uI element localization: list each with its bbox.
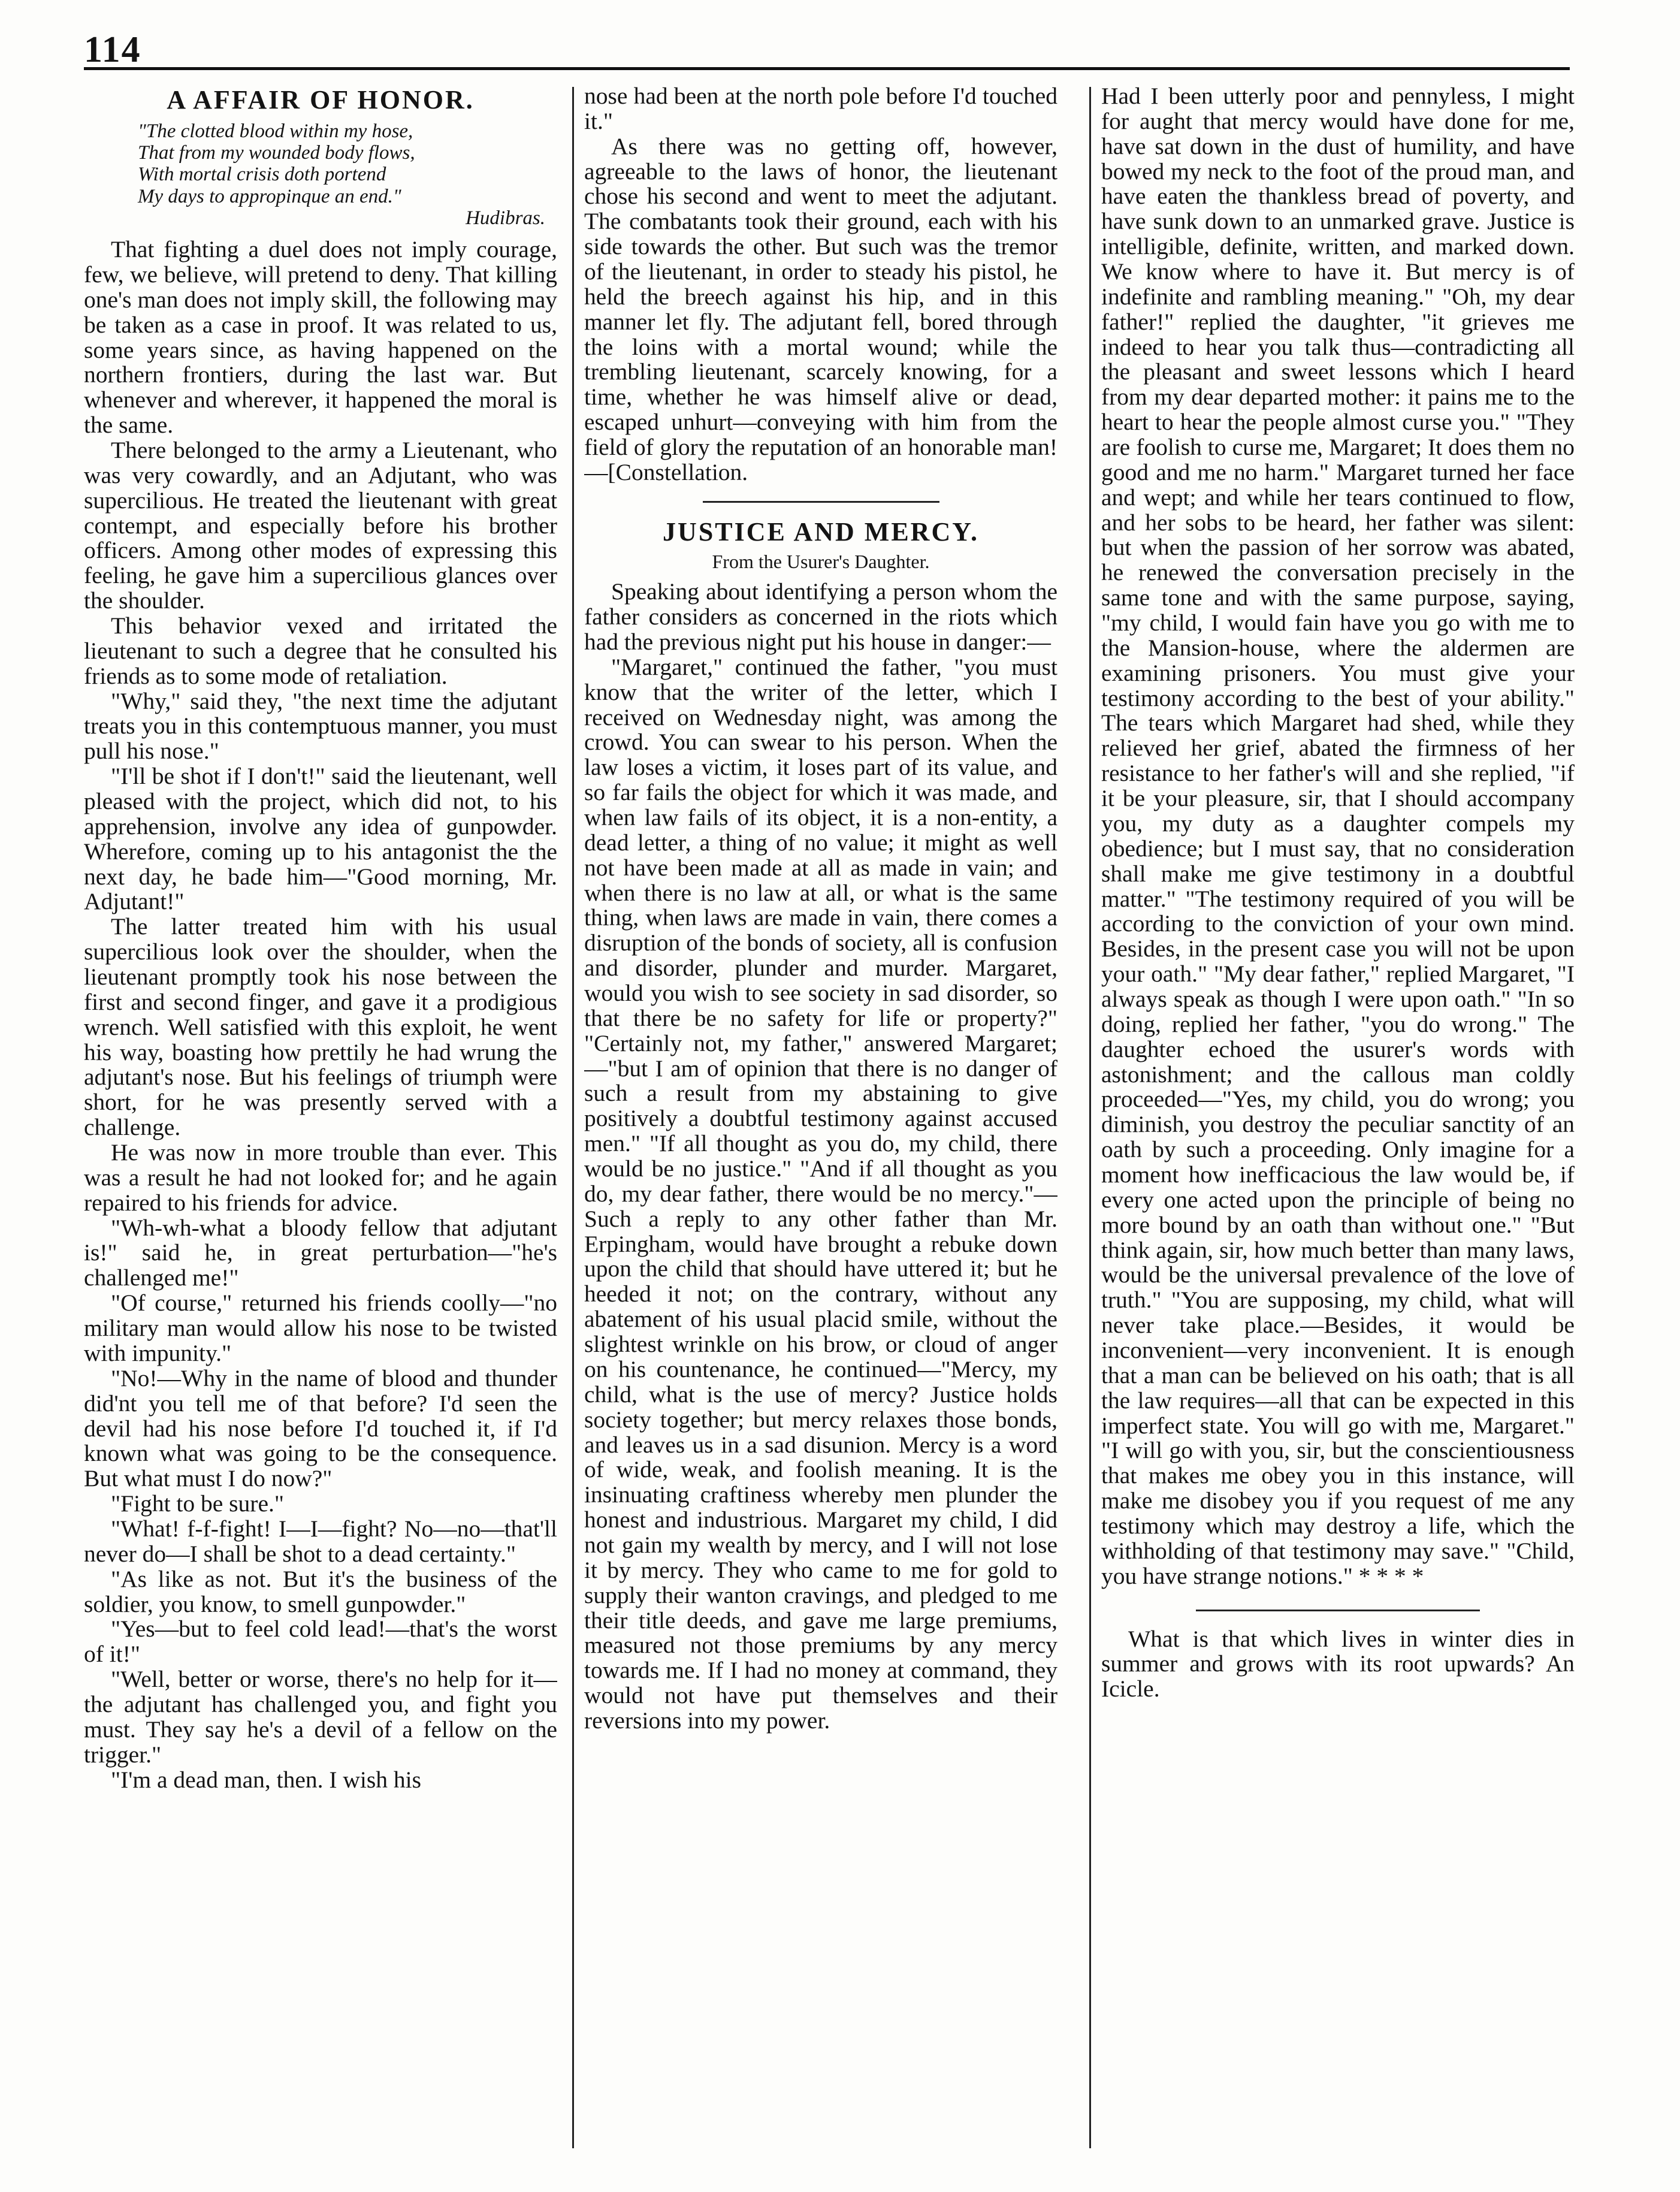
paragraph: As there was no getting off, however, agreeable to the laws of honor, the lieutenant chose his second and went to meet the adjutant. The combatants took their ground, each with his side towards the other. But such was the tremor of the lieutenant, in order to steady his pistol, he held the breech against his hip, and in this manner let fly. The adjutant fell, bored through the loins with a mortal wound; while the trembling lieutenant, scarcely knowing, for a time, whether he was himself alive or dead, escaped unhurt—conveying with him from the field of glory the reputation of an honorable man!—[Constellation.	[584, 132, 1057, 485]
section-divider	[1196, 1610, 1480, 1611]
page-number: 114	[84, 29, 141, 70]
paragraph: "Fight to be sure."	[111, 1490, 284, 1517]
paragraph: "I'm a dead man, then. I wish his	[111, 1766, 421, 1793]
article-headline-justice-and-mercy: JUSTICE AND MERCY.	[663, 517, 979, 547]
paragraph: Had I been utterly poor and pennyless, I might for aught that mercy would have done for me, have sat down in the dust of humility, and have bowed my neck to the foot of the proud man, and have eaten the thankless bread of poverty, and have sunk down to an unmarked grave. Justice is intelligible, definite, written, and marked down. We know where to have it. But mercy is of indefinite and rambling meaning." "Oh, my dear father!" replied the daughter, "it grieves me indeed to hear you talk thus—contradicting all the pleasant and sweet lessons which I heard from my dear departed mother: it pains me to the heart to hear the people almost curse you." "They are foolish to curse me, Margaret; It does them no good and me no harm." Margaret turned her face and wept; and while her tears continued to flow, and her sobs to be heard, her father was silent: but when the passion of her sorrow was abated, he renewed the conversation precisely in the same tone and with the same purpose, saying, "my child, I would fain have you go with me to the Mansion-house, where the aldermen are examining prisoners. You must give your testimony according to the best of your ability." The tears which Margaret had shed, while they relieved her grief, abated the firmness of her resistance to her father's will and she replied, "if it be your pleasure, sir, that I should accompany you, my duty as a daughter compels my obedience; but I must say, that no consideration shall make me give testimony in a doubtful matter." "The testimony required of you will be according to the conviction of your own mind. Besides, in the present case you will not be upon your oath." "My dear father," replied Margaret, "I always speak as though I were upon oath." "In so doing, replied her father, "you do wrong." The daughter echoed the usurer's words with astonishment; and the callous man coldly proceeded—"Yes, my child, you do wrong; you diminish, you destroy the peculiar sanctity of an oath by such a proceeding. Only imagine for a moment how inefficacious the law would be, if every one acted upon the principle of being no more bound by an oath than without one." "But think again, sir, how much better than many laws, would be the universal prevalence of the love of truth." "You are supposing, my child, what will never take place.—Besides, it would be inconvenient—very inconvenient. It is enough that a man can be believed on his oath; that is all the law requires—all that can be expected in this imperfect state. You will go with me, Margaret." "I will go with you, sir, but the conscientiousness that makes me obey you in this instance, will make me disobey you if you request of me any testimony which may destroy a life, which the withholding of that testimony may save." "Child, you have strange notions." * * * *	[1101, 84, 1575, 1589]
paragraph: "Margaret," continued the father, "you must know that the writer of the letter, which I received on Wednesday night, was among the crowd. You can swear to his person. When the law loses a victim, it loses part of its value, and so far fails the object for which it was made, and when law fails of its object, it is a non-entity, a dead letter, a thing of no value; it might as well not have been made at all as made in vain; and when there is no law at all, or what is the same thing, when laws are made in vain, there comes a disruption of the bonds of society, all is confusion and disorder, plunder and murder. Margaret, would you wish to see society in sad disorder, so that there be no safety for life or property?" "Certainly not, my father," answered Margaret;—"but I am of opinion that there is no danger of such a result from my abstaining to give positively a doubtful testimony against accused men." "If all thought as you do, my child, there would be no justice." "And if all thought as you do, my dear father, there would be no mercy."—Such a reply to any other father than Mr. Erpingham, would have brought a rebuke down upon the child that should have uttered it; but he heeded it not; on the contrary, without any abatement of his usual placid smile, without the slightest wrinkle on his brow, or cloud of anger on his countenance, he continued—"Mercy, my child, what is the use of mercy? Justice holds society together; but mercy relaxes those bonds, and leaves us in a sad disunion. Mercy is a word of wide, weak, and foolish meaning. It is the insinuating craftiness whereby men plunder the honest and industrious. Margaret my child, I did not gain my wealth by mercy, and I will not lose it by mercy. They who came to me for gold to supply their wanton cravings, and pledged to me their title deeds, and gave me large premiums, measured not those premiums by any mercy towards me. If I had no money at command, they would not have put themselves and their reversions into my power.	[584, 653, 1057, 1734]
epigraph-attribution: Hudibras.	[466, 207, 545, 229]
paragraph: "I'll be shot if I don't!" said the lieutenant, well pleased with the project, which did not, to his apprehension, involve any idea of gunpowder. Wherefore, coming up to his antagonist the the next day, he bade him—"Good morning, Mr. Adjutant!"	[84, 763, 557, 915]
paragraph: Speaking about identifying a person whom the father considers as concerned in the riots which had the previous night put his house in danger:—	[584, 578, 1057, 655]
paragraph: He was now in more trouble than ever. This was a result he had not looked for; and he again repaired to his friends for advice.	[84, 1139, 557, 1216]
paragraph: The latter treated him with his usual supercilious look over the shoulder, when the lieutenant promptly took his nose between the first and second finger, and gave it a prodigious wrench. Well satisfied with this exploit, he went his way, boasting how prettily he had wrung the adjutant's nose. But his feelings of triumph were short, for he was presently served with a challenge.	[84, 913, 557, 1141]
paragraph: "Well, better or worse, there's no help for it—the adjutant has challenged you, and fight you must. They say he's a devil of a fellow on the trigger."	[84, 1666, 557, 1768]
paragraph: "Wh-wh-what a bloody fellow that adjutant is!" said he, in great perturbation—"he's challenged me!"	[84, 1214, 557, 1291]
section-divider	[703, 501, 939, 503]
epigraph	[138, 120, 557, 229]
paragraph: This behavior vexed and irritated the lieutenant to such a degree that he consulted his friends as to some mode of retaliation.	[84, 612, 557, 689]
column-3	[1101, 84, 1575, 2163]
column-divider-1	[572, 87, 574, 2148]
column-2	[584, 84, 1057, 2163]
paragraph: "Of course," returned his friends coolly—"no military man would allow his nose to be twisted with impunity."	[84, 1290, 557, 1366]
paragraph: That fighting a duel does not imply courage, few, we believe, will pretend to deny. That killing one's man does not imply skill, the following may be taken as a case in proof. It was related to us, some years since, as having happened on the northern frontiers, during the last war. But whenever and wherever, it happened the moral is the same.	[84, 236, 557, 439]
paragraph: There belonged to the army a Lieutenant, who was very cowardly, and an Adjutant, who was supercilious. He treated the lieutenant with great contempt, and especially before his brother officers. Among other modes of expressing this feeling, he gave him a supercilious glances over the shoulder.	[84, 436, 557, 614]
paragraph: "Yes—but to feel cold lead!—that's the worst of it!"	[84, 1616, 557, 1668]
riddle-text: What is that which lives in winter dies in summer and grows with its root upwards? An Icicle.	[1101, 1625, 1575, 1702]
paragraph: "What! f-f-fight! I—I—fight? No—no—that'll never do—I shall be shot to a dead certainty."	[84, 1515, 557, 1567]
paragraph: "As like as not. But it's the business of the soldier, you know, to smell gunpowder."	[84, 1565, 557, 1617]
riddle	[1101, 1627, 1575, 1702]
epigraph-line: With mortal crisis doth portend	[138, 164, 386, 186]
paragraph: nose had been at the north pole before I'd touched it."	[584, 84, 1057, 134]
paragraph: "Why," said they, "the next time the adjutant treats you in this contemptuous manner, you must pull his nose."	[84, 687, 557, 765]
epigraph-line: My days to appropinque an end."	[138, 185, 401, 207]
article-subhead: From the Usurer's Daughter.	[712, 551, 930, 573]
top-rule	[84, 67, 1570, 70]
epigraph-line: That from my wounded body flows,	[138, 141, 415, 164]
paragraph: "No!—Why in the name of blood and thunder did'nt you tell me of that before? I'd seen the devil had his nose before I'd touched it, if I'd known what was going to be the consequence. But what must I do now?"	[84, 1364, 557, 1492]
article-headline-affair-of-honor: A AFFAIR OF HONOR.	[167, 85, 475, 114]
column-1	[84, 84, 557, 2163]
epigraph-line: "The clotted blood within my hose,	[138, 120, 413, 142]
column-divider-2	[1089, 87, 1091, 2148]
